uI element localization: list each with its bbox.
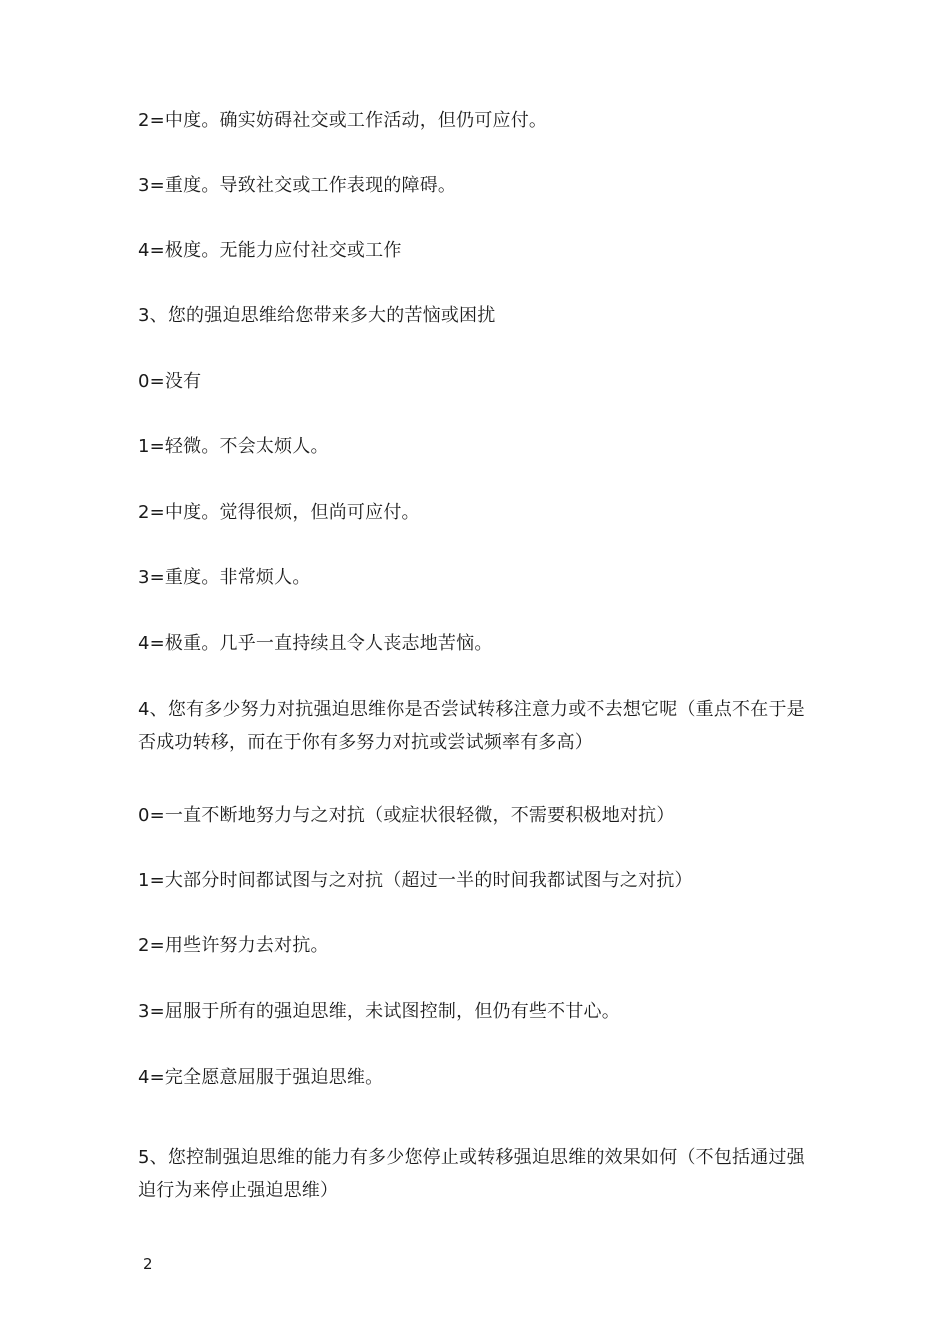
paragraph-resistance-3: 3=屈服于所有的强迫思维，未试图控制，但仍有些不甘心。 (138, 1001, 620, 1022)
paragraph-distress-severe: 3=重度。非常烦人。 (138, 567, 311, 588)
paragraph-resistance-2: 2=用些许努力去对抗。 (138, 935, 329, 956)
paragraph-moderate-impairment: 2=中度。确实妨碍社交或工作活动，但仍可应付。 (138, 110, 548, 131)
paragraph-distress-extreme: 4=极重。几乎一直持续且令人丧志地苦恼。 (138, 633, 493, 654)
paragraph-distress-none: 0=没有 (138, 371, 202, 392)
question-4-resistance: 4、您有多少努力对抗强迫思维你是否尝试转移注意力或不去想它呢（重点不在于是否成功转移，而在于你有多努力对抗或尝试频率有多高） (138, 699, 805, 753)
paragraph-resistance-4: 4=完全愿意屈服于强迫思维。 (138, 1067, 384, 1088)
paragraph-severe-impairment: 3=重度。导致社交或工作表现的障碍。 (138, 175, 457, 196)
paragraph-resistance-1: 1=大部分时间都试图与之对抗（超过一半的时间我都试图与之对抗） (138, 870, 693, 891)
paragraph-extreme-impairment: 4=极度。无能力应付社交或工作 (138, 240, 402, 261)
paragraph-distress-moderate: 2=中度。觉得很烦，但尚可应付。 (138, 502, 420, 523)
question-5-control: 5、您控制强迫思维的能力有多少您停止或转移强迫思维的效果如何（不包括通过强迫行为来停止强迫思维） (138, 1147, 805, 1201)
paragraph-distress-mild: 1=轻微。不会太烦人。 (138, 436, 329, 457)
page-number: 2 (143, 1255, 153, 1273)
paragraph-resistance-0: 0=一直不断地努力与之对抗（或症状很轻微，不需要积极地对抗） (138, 805, 675, 826)
question-3-distress: 3、您的强迫思维给您带来多大的苦恼或困扰 (138, 305, 496, 326)
